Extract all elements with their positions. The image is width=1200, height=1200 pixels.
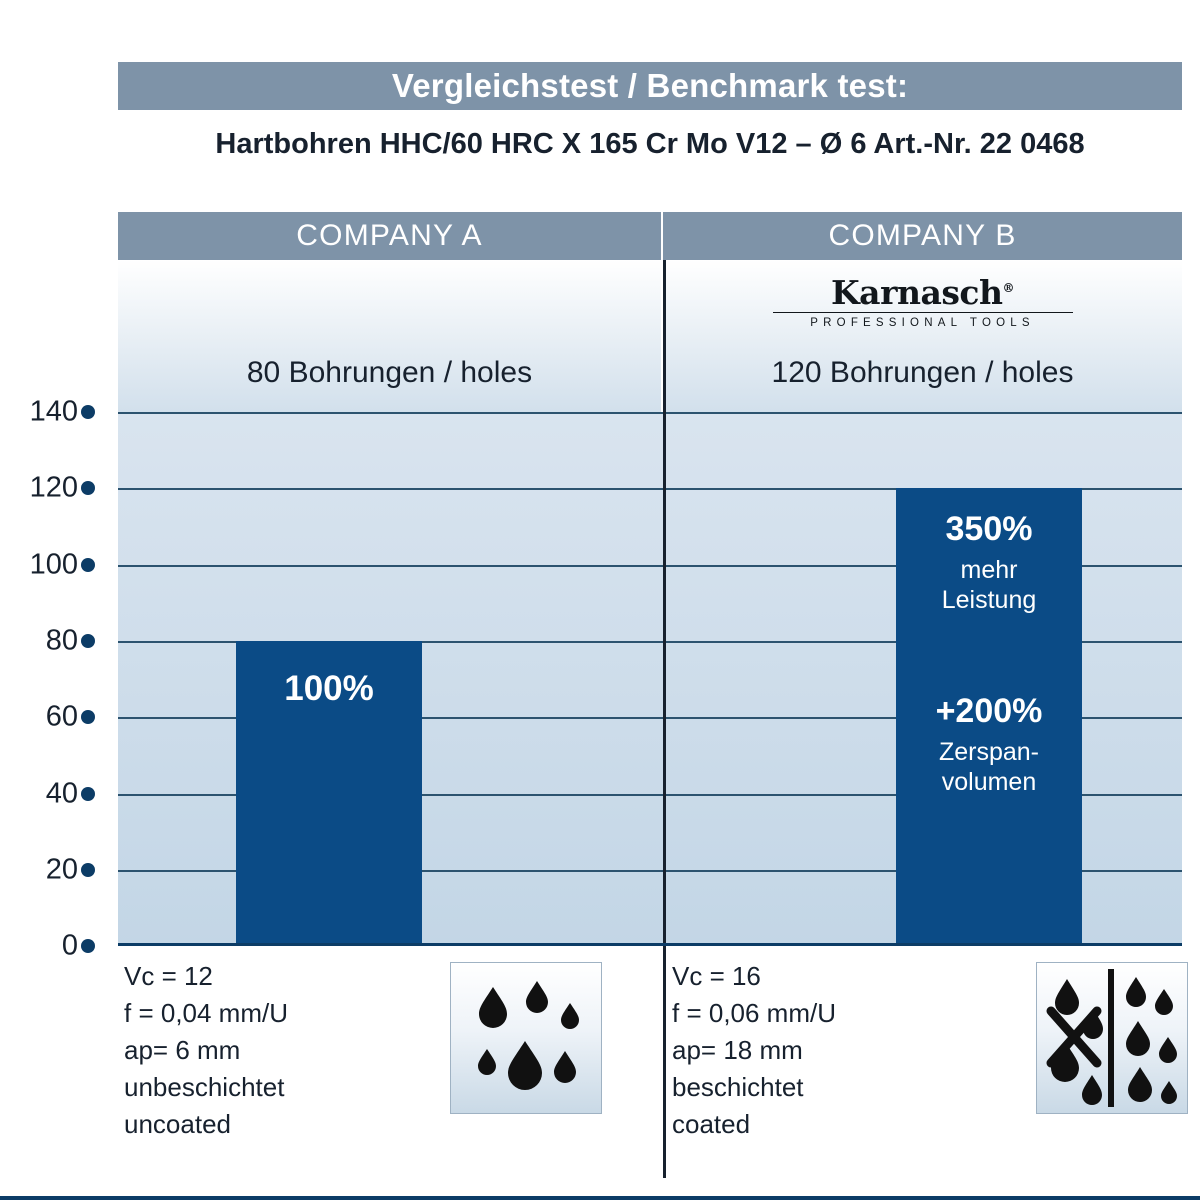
y-tick-dot-0 [81,939,95,953]
bar-b-volume-line2: volumen [941,768,1037,796]
bar-a-percent-label: 100% [284,669,374,708]
bar-b-volume-line1: Zerspan- [938,738,1040,766]
column-header-company-b [663,212,1182,260]
spec-a-vc: Vc = 12 [124,961,213,991]
y-tick-label-20: 20 [45,853,78,886]
y-tick-dot-100 [81,558,95,572]
y-tick-dot-120 [81,481,95,495]
holes-count-company-a: 80 Bohrungen / holes [246,356,533,389]
coolant-dry-glyph [1037,963,1187,1113]
company-b-label: COMPANY B [828,219,1017,252]
chart-plot-area [118,412,1182,946]
spec-b-feed: f = 0,06 mm/U [672,997,836,1028]
benchmark-header-band [118,62,1182,110]
gridline-140 [118,412,1182,414]
y-tick-dot-20 [81,863,95,877]
x-axis-baseline [118,943,1182,946]
spec-b-vc: Vc = 16 [672,961,761,991]
y-tick-label-0: 0 [61,929,78,962]
bar-company-b [896,488,1082,946]
column-divider-plot [663,412,666,946]
holes-count-company-b: 120 Bohrungen / holes [771,356,1074,389]
y-tick-label-60: 60 [45,700,78,733]
registered-mark-icon: ® [1002,281,1014,295]
coolant-drops-icon [450,962,602,1114]
bar-b-volume-label: +200% [935,692,1043,730]
bar-company-a [236,641,422,946]
coolant-drops-glyph [451,963,601,1113]
spec-b-coating-en: coated [672,1108,751,1139]
benchmark-subtitle: Hartbohren HHC/60 HRC X 165 Cr Mo V12 – Ø 6 Art.-Nr. 22 0468 [215,128,1085,160]
spec-a-feed: f = 0,04 mm/U [124,997,288,1028]
specs-company-b [672,958,836,1143]
y-tick-dot-80 [81,634,95,648]
column-divider-bottom [663,946,666,1178]
brand-divider [773,312,1073,313]
spec-a-ap: ap= 6 mm [124,1034,241,1065]
y-tick-label-100: 100 [29,548,78,581]
karnasch-logo [663,273,1182,329]
y-tick-label-80: 80 [45,624,78,657]
y-tick-label-120: 120 [29,471,78,504]
bar-b-percent-label: 350% [945,510,1033,548]
spec-b-coating-de: beschichtet [672,1071,804,1102]
specs-company-a [124,958,288,1143]
spec-b-ap: ap= 18 mm [672,1034,803,1065]
y-tick-label-40: 40 [45,777,78,810]
y-tick-dot-60 [81,710,95,724]
spec-a-coating-en: uncoated [124,1108,231,1139]
brand-name-text: Karnasch [831,273,1003,312]
bar-b-performance-line2: Leistung [941,586,1037,614]
y-tick-dot-140 [81,405,95,419]
spec-a-coating-de: unbeschichtet [124,1071,285,1102]
bar-b-performance-line1: mehr [960,556,1018,584]
benchmark-title: Vergleichstest / Benchmark test: [391,67,909,104]
footer-rule [0,1196,1200,1200]
y-tick-label-140: 140 [29,395,78,428]
coolant-dry-drops-icon [1036,962,1188,1114]
y-tick-dot-40 [81,787,95,801]
column-divider-top [663,260,666,412]
company-a-label: COMPANY A [296,219,483,252]
column-header-company-a [118,212,661,260]
brand-tagline: PROFESSIONAL TOOLS [810,317,1035,329]
